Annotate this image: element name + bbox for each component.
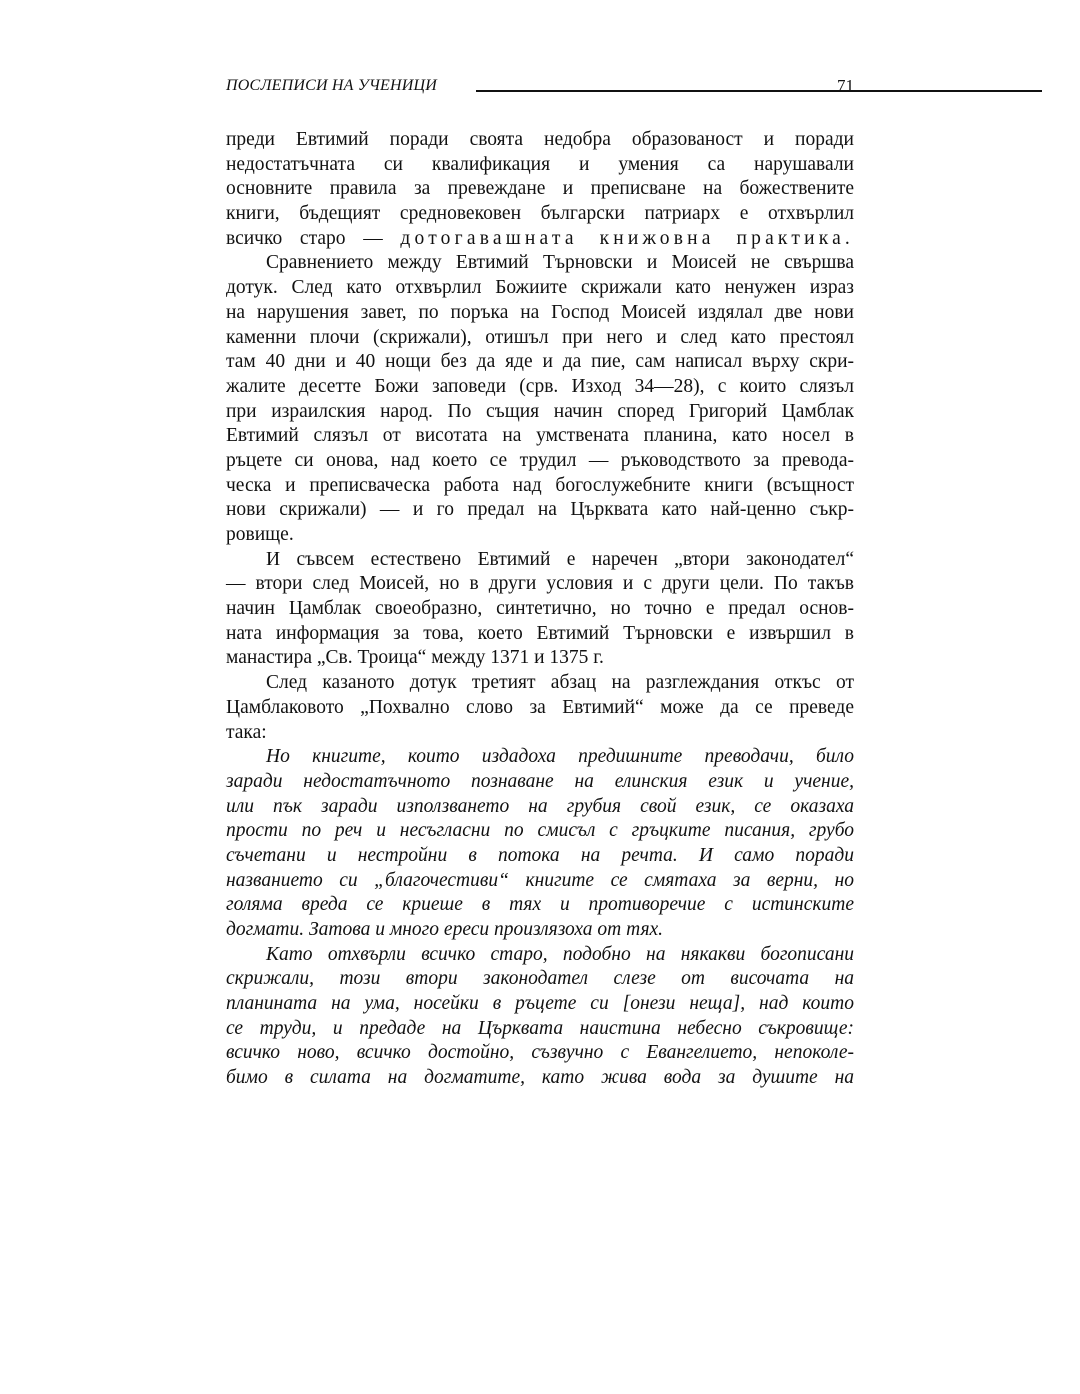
paragraph-2 (226, 251, 854, 547)
text-line: се труди, и предаде на Църквата наистина небесно съкровище: (226, 1017, 854, 1039)
text-line: съчетани и нестройни в потока на речта. И само поради (226, 844, 854, 866)
text-line: основните правила за превеждане и преписване на божествените (226, 178, 854, 200)
text-line: голяма вреда се криеше в тях и противоречие с истинските (226, 894, 854, 916)
text-line: дотук. След като отхвърлил Божиите скрижали като ненужен израз (226, 277, 854, 299)
text-line: бимо в силата на догматите, като жива вода за душите на (226, 1067, 854, 1089)
text-line: След казаното дотук третият абзац на разглеждания откъс от (266, 672, 854, 694)
text-line: книги, бъдещият средновековен български патриарх е отхвърлил (226, 203, 854, 225)
text-line: при израилския народ. По същия начин според Григорий Цамблак (226, 400, 854, 422)
text-line: всичко ново, всичко достойно, съзвучно с Евангелието, непоколе- (226, 1042, 854, 1064)
paragraph-4 (226, 671, 854, 745)
text-segment: всичко старо — (226, 227, 383, 249)
text-line: И съвсем естествено Евтимий е наречен „втори законодател“ (266, 548, 854, 570)
text-line: Евтимий слязъл от висотата на умствената планина, като носел в (226, 425, 854, 447)
translated-quote-1 (226, 745, 854, 943)
text-line (226, 227, 854, 252)
text-line: жалите десетте Божи заповеди (срв. Изход 34—28), с които слязъл (226, 375, 854, 397)
text-line: Цамблаковото „Похвално слово за Евтимий“ може да се преведе (226, 696, 854, 718)
text-line: Сравнението между Евтимий Търновски и Моисей не свършва (266, 252, 854, 274)
text-line: нови скрижали) — и го предал на Църквата като най-ценно съкр- (226, 499, 854, 521)
text-line: преди Евтимий поради своята недобра образованост и поради (226, 129, 854, 150)
text-line: на нарушения завет, по поръка на Господ Моисей издялал две нови (226, 301, 854, 323)
text-line: каменни плочи (скрижали), отишъл при него и след като престоял (226, 326, 854, 348)
text-line: или пък заради използването на грубия свой език, се оказаха (226, 795, 854, 817)
header-rule (476, 90, 1042, 92)
text-line: — втори след Моисей, но в други условия и с други цели. По такъв (226, 573, 854, 595)
text-line: Като отхвърли всичко старо, подобно на някакви богописани (266, 943, 854, 965)
text-line: прости по реч и несъгласни по смисъл с гръцките писания, грубо (226, 820, 854, 842)
translated-quote-2 (226, 943, 854, 1091)
text-line: начин Цамблак своеобразно, синтетично, но точно е предал основ- (226, 598, 854, 620)
text-line: догмати. Затова и много ереси произлязоха от тях. (226, 919, 664, 940)
page-number: 71 (837, 76, 854, 95)
text-line: заради недостатъчното познаване на елинския език и учение, (226, 770, 854, 792)
text-line: манастира „Св. Троица“ между 1371 и 1375 г. (226, 647, 604, 669)
text-line: названието си „благочестиви“ книгите се смятаха за верни, но (226, 869, 854, 891)
running-title: ПОСЛЕПИСИ НА УЧЕНИЦИ (226, 77, 438, 94)
text-line: ната информация за това, което Евтимий Търновски е извършил в (226, 622, 854, 644)
text-line: ръцете си онова, над което се трудил — ръководството за превода- (226, 449, 854, 471)
text-line: ровище. (226, 524, 294, 545)
text-line: така: (226, 721, 267, 743)
paragraph-3 (226, 548, 854, 671)
paragraph-1 (226, 128, 854, 251)
text-line: Но книгите, които издадоха предишните преводачи, било (266, 746, 854, 768)
text-line: недостатъчната си квалификация и умения са нарушавали (226, 153, 854, 175)
running-header (226, 74, 854, 100)
text-column (226, 128, 854, 1091)
emphasized-phrase: дотогавашната книжовна практика. (400, 227, 855, 249)
text-line: скрижали, този втори законодател слезе от височата на (226, 968, 854, 990)
text-line: ческа и преписваческа работа над богослужебните книги (всъщност (226, 474, 854, 496)
text-line: планината на ума, носейки в ръцете си [онези неща], над които (226, 993, 854, 1015)
text-line: там 40 дни и 40 нощи без да яде и да пие, сам написал върху скри- (226, 351, 854, 373)
